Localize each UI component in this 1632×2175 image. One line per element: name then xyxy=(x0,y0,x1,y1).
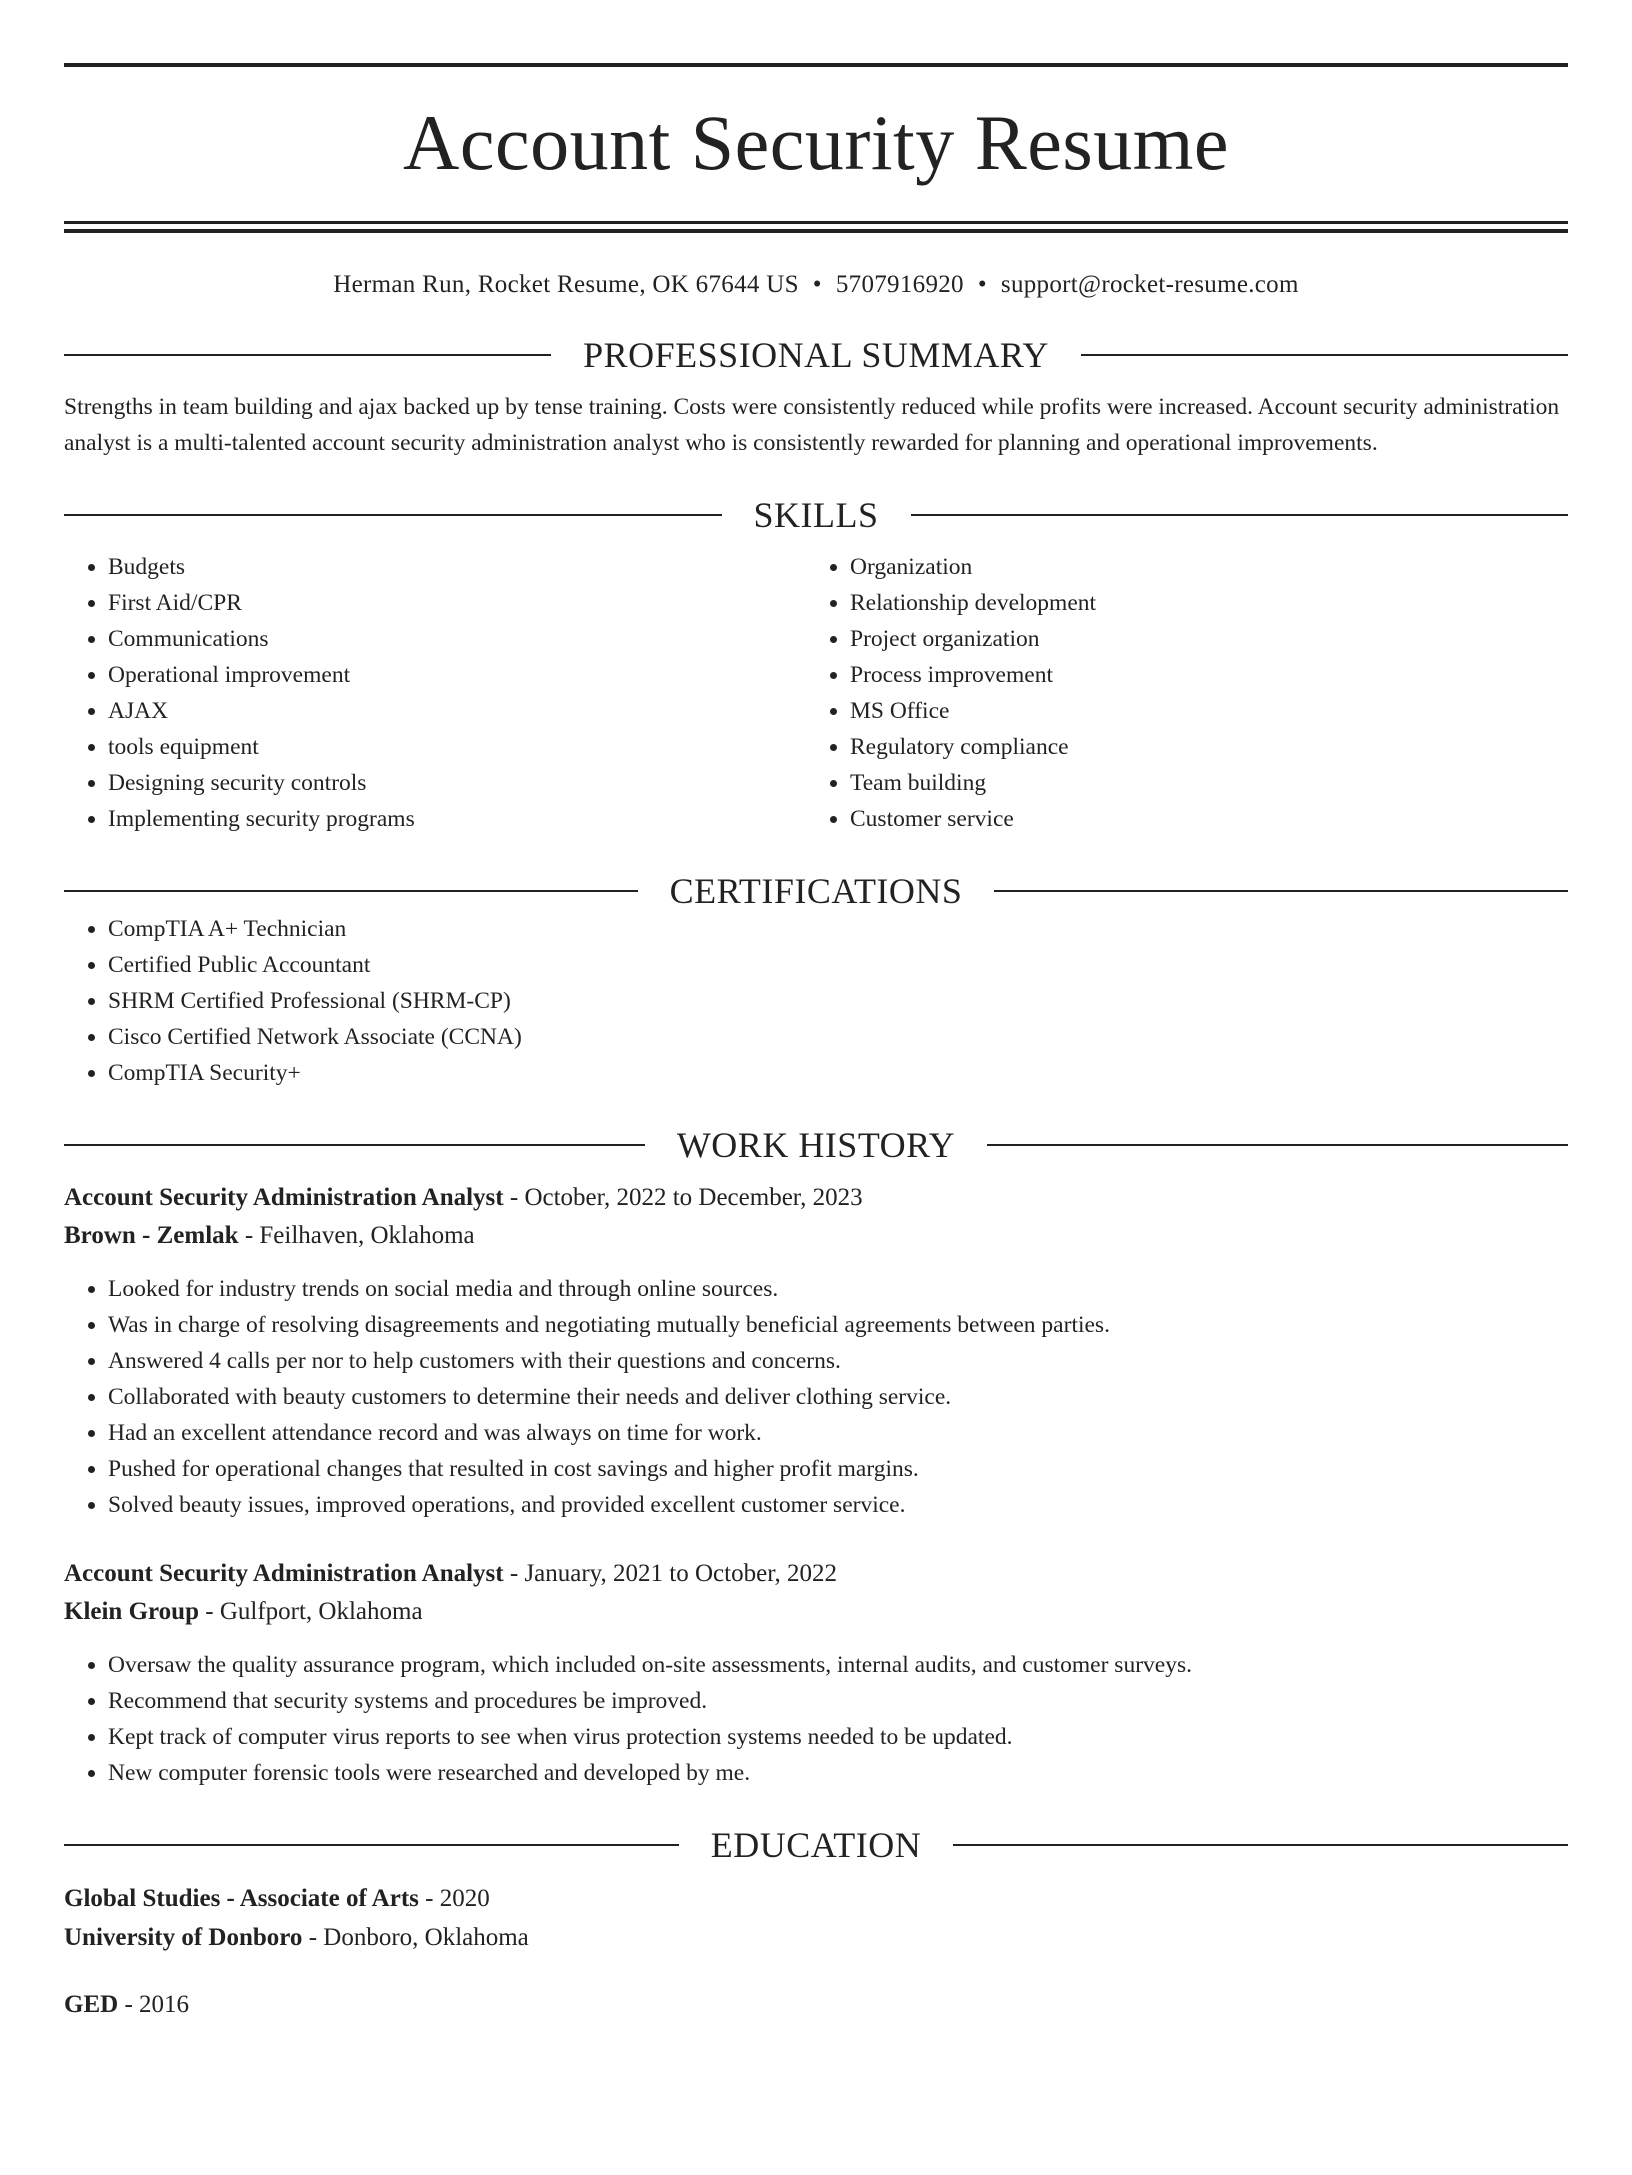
job-duty: • Pushed for operational changes that resulted in cost savings and higher profit margins. xyxy=(108,1451,1568,1487)
section-heading-certifications xyxy=(64,871,1568,911)
certification-item: • Cisco Certified Network Associate (CCNA) xyxy=(108,1019,1568,1055)
education-school: University of Donboro xyxy=(64,1924,303,1951)
education-degree: GED xyxy=(64,1991,119,2018)
skills-column-left xyxy=(64,549,806,837)
job-duty: • Was in charge of resolving disagreements and negotiating mutually beneficial agreements between parties. xyxy=(108,1307,1568,1343)
skill-item: • Budgets xyxy=(108,549,806,585)
certification-item: • Certified Public Accountant xyxy=(108,947,1568,983)
dash: - xyxy=(503,1560,525,1587)
heading-rule xyxy=(994,890,1568,892)
heading-rule xyxy=(64,890,638,892)
resume-page xyxy=(0,63,1632,2175)
heading-rule xyxy=(1081,354,1568,356)
heading-rule xyxy=(953,1844,1568,1846)
job-duty: • Had an excellent attendance record and was always on time for work. xyxy=(108,1415,1568,1451)
dash: - xyxy=(238,1222,260,1249)
education-degree-line xyxy=(64,1985,1568,2024)
skill-item: • Regulatory compliance xyxy=(850,729,1548,765)
heading-rule xyxy=(64,514,722,516)
job-duty: • Kept track of computer virus reports to see when virus protection systems needed to be updated. xyxy=(108,1719,1568,1755)
education-school-line xyxy=(64,1918,1568,1957)
job-title: Account Security Administration Analyst xyxy=(64,1184,504,1211)
job-duties xyxy=(64,1647,1568,1791)
job-duty: • Recommend that security systems and procedures be improved. xyxy=(108,1683,1568,1719)
education-entry xyxy=(64,1985,1568,2024)
section-title: PROFESSIONAL SUMMARY xyxy=(583,335,1049,375)
certification-item: • CompTIA A+ Technician xyxy=(108,911,1568,947)
job-location: Feilhaven, Oklahoma xyxy=(259,1222,475,1249)
certifications-list xyxy=(64,911,1568,1091)
section-heading-skills xyxy=(64,495,1568,535)
skill-item: • Designing security controls xyxy=(108,765,806,801)
section-title: EDUCATION xyxy=(710,1825,922,1865)
skill-item: • Customer service xyxy=(850,801,1548,837)
dash: - xyxy=(118,1991,140,2018)
job-duties xyxy=(64,1271,1568,1523)
skill-item: • AJAX xyxy=(108,693,806,729)
skill-item: • Operational improvement xyxy=(108,657,806,693)
job-duty: • Solved beauty issues, improved operations, and provided excellent customer service. xyxy=(108,1487,1568,1523)
contact-separator: • xyxy=(812,271,822,298)
job-dates: January, 2021 to October, 2022 xyxy=(524,1560,838,1587)
title-double-rule xyxy=(64,221,1568,233)
skill-item: • Communications xyxy=(108,621,806,657)
skills-column-right xyxy=(806,549,1548,837)
heading-rule xyxy=(64,354,551,356)
certification-item: • SHRM Certified Professional (SHRM-CP) xyxy=(108,983,1568,1019)
job-entry xyxy=(64,1555,1568,1791)
section-title: CERTIFICATIONS xyxy=(669,871,963,911)
section-heading-work xyxy=(64,1125,1568,1165)
job-location: Gulfport, Oklahoma xyxy=(219,1598,423,1625)
job-company: Brown - Zemlak xyxy=(64,1222,239,1249)
education-degree-line xyxy=(64,1879,1568,1918)
heading-rule xyxy=(64,1144,645,1146)
certification-item: • CompTIA Security+ xyxy=(108,1055,1568,1091)
skill-item: • Organization xyxy=(850,549,1548,585)
job-title-line xyxy=(64,1555,1568,1593)
job-company: Klein Group xyxy=(64,1598,199,1625)
heading-rule xyxy=(64,1844,679,1846)
job-entry xyxy=(64,1179,1568,1523)
contact-line xyxy=(64,269,1568,301)
dash: - xyxy=(302,1924,324,1951)
contact-phone[interactable]: 5707916920 xyxy=(835,271,964,298)
section-heading-education xyxy=(64,1825,1568,1865)
skill-item: • Process improvement xyxy=(850,657,1548,693)
dash: - xyxy=(503,1184,525,1211)
education-degree: Global Studies - Associate of Arts xyxy=(64,1885,419,1912)
skill-item: • Project organization xyxy=(850,621,1548,657)
job-duty: • New computer forensic tools were researched and developed by me. xyxy=(108,1755,1568,1791)
job-duty: • Oversaw the quality assurance program, which included on-site assessments, internal audits, and customer surveys. xyxy=(108,1647,1568,1683)
section-title: WORK HISTORY xyxy=(676,1125,956,1165)
job-duty: • Answered 4 calls per nor to help customers with their questions and concerns. xyxy=(108,1343,1568,1379)
skill-item: • tools equipment xyxy=(108,729,806,765)
contact-address: Herman Run, Rocket Resume, OK 67644 US xyxy=(333,271,799,298)
job-company-line xyxy=(64,1593,1568,1631)
education-year: 2016 xyxy=(139,1991,190,2018)
contact-separator: • xyxy=(977,271,987,298)
job-company-line xyxy=(64,1217,1568,1255)
job-dates: October, 2022 to December, 2023 xyxy=(524,1184,863,1211)
job-duty: • Collaborated with beauty customers to determine their needs and deliver clothing service. xyxy=(108,1379,1568,1415)
education-location: Donboro, Oklahoma xyxy=(323,1924,529,1951)
dash: - xyxy=(199,1598,220,1625)
top-rule xyxy=(64,63,1568,67)
education-year: 2020 xyxy=(439,1885,490,1912)
dash: - xyxy=(418,1885,440,1912)
heading-rule xyxy=(987,1144,1568,1146)
education-entry xyxy=(64,1879,1568,1957)
section-title: SKILLS xyxy=(753,495,879,535)
skill-item: • Team building xyxy=(850,765,1548,801)
job-duty: • Looked for industry trends on social media and through online sources. xyxy=(108,1271,1568,1307)
section-heading-summary xyxy=(64,335,1568,375)
resume-title: Account Security Resume xyxy=(403,99,1229,186)
skill-item: • MS Office xyxy=(850,693,1548,729)
job-title: Account Security Administration Analyst xyxy=(64,1560,504,1587)
skills-grid xyxy=(64,549,1568,837)
job-title-line xyxy=(64,1179,1568,1217)
skill-item: • First Aid/CPR xyxy=(108,585,806,621)
skill-item: • Implementing security programs xyxy=(108,801,806,837)
skill-item: • Relationship development xyxy=(850,585,1548,621)
contact-email[interactable]: support@rocket-resume.com xyxy=(1000,271,1299,298)
heading-rule xyxy=(911,514,1569,516)
summary-paragraph: Strengths in team building and ajax backed up by tense training. Costs were consistently reduced while profits were increased. Account security administration analyst is a multi-talented account security administration analyst who is consistently rewarded for planning and operational improvements. xyxy=(64,394,1560,456)
